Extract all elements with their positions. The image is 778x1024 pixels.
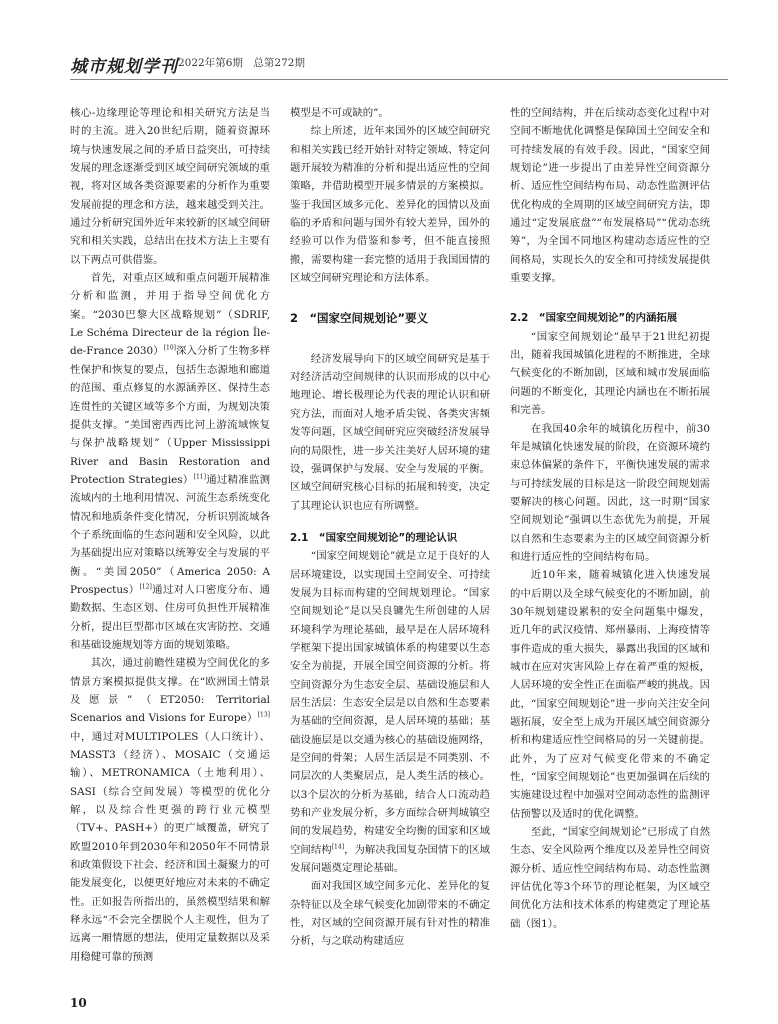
- page-header: [70, 52, 730, 76]
- section-heading: 2 “国家空间规划论”要义: [290, 311, 429, 326]
- column-left: [70, 104, 270, 966]
- paragraph: 近10年来，随着城镇化进入快速发展的中后期以及全球气候变化的不断加剧，前30年规划建设累积的安全问题集中爆发，近几年的武汉疫情、郑州暴雨、上海疫情等事件造成的重大损失，暴露出我国的区域和城市在应对灾害风险上存在着严重的短板，人居环境的安全性正在面临严峻的挑战。因此，“国家空间规划论”进一步向关注安全问题拓展，安全至上成为开展区域空间资源分析和构建适应性空间格局的另一关键前提。此外，为了应对气候变化带来的不确定性，“国家空间规划论”也更加强调在后续的实施建设过程中加强对空间动态性的监测评估预警以及适时的优化调整。: [510, 569, 710, 820]
- header-rule: [70, 79, 728, 80]
- citation: [10]: [163, 345, 176, 352]
- paragraph: 性的空间结构，并在后续动态变化过程中对空间不断地优化调整是保障国土空间安全和可持续发展的有效手段。因此，“国家空间规划论”进一步提出了由差异性空间资源分析、适应性空间结构布局、动态性监测评估优化构成的全周期的区域空间研究方法，即通过“定发展底盘”“布发展格局”“优动态统筹”，为全国不同地区构建动态适应性的空间格局，实现长久的安全和可持续发展提供重要支撑。: [510, 107, 710, 285]
- subsection-heading: 2.2 “国家空间规划论”的内涵拓展: [510, 312, 678, 325]
- citation: [12]: [139, 583, 152, 591]
- paragraph: 面对我国区域空间多元化、差异化的复杂特征以及全球气候变化加剧带来的不确定性，对区域的空间资源开展有针对性的精准分析，与之联动构建适应: [290, 880, 490, 948]
- citation: [14]: [331, 843, 345, 851]
- issue-info: 2022年第6期 总第272期: [178, 57, 305, 69]
- paragraph: 核心-边缘理论等理论和相关研究方法是当时的主流。进入20世纪后期，随着资源环境与快速发展之间的矛盾日益突出，可持续发展的理念逐渐受到区域空间研究领域的重视，将对区域各类资源要素的分析作为重要发展前提的理念和方法，越来越受到关注。通过分析研究国外近年来较新的区域空间研究和相关实践，总结出在技术方法上主要有以下两点可供借鉴。: [70, 107, 270, 266]
- page-number: 10: [70, 996, 87, 1010]
- paragraph: 综上所述，近年来国外的区域空间研究和相关实践已经开始针对特定领域、特定问题开展较为精准的分析和提出适应性的空间策略，并借助模型开展多情景的方案模拟。鉴于我国区域多元化、差异化的国情以及面临的矛盾和问题与国外有较大差异，国外的经验可以作为借鉴和参考，但不能直接照搬，需要构建一套完整的适用于我国国情的区域空间研究理论和方法体系。: [290, 125, 490, 285]
- paragraph: “国家空间规划论”最早于21世纪初提出，随着我国城镇化进程的不断推进，全球气候变化的不断加剧，区域和城市发展面临问题的不断变化，其理论内涵也在不断拓展和完善。: [510, 330, 710, 417]
- journal-title: 城市规划学刊: [70, 57, 178, 77]
- paragraph: 至此，“国家空间规划论”已形成了自然生态、安全风险两个维度以及差异性空间资源分析、适应性空间结构布局、动态性监测评估优化等3个环节的理论框架，为区域空间优化方法和技术体系的构建奠定了理论基础（图1）。: [510, 826, 710, 930]
- paragraph: 首先，对重点区域和重点问题开展精准分析和监测，并用于指导空间优化方案。“2030巴黎大区战略规划”（SDRIF, Le Schéma Directeur de la région Île-de-France 2030）[10]深入分析了生物多样性保护和恢复的要点，包括生态源地和廊道的范围、重点修复的水源涵养区、保持生态连贯性的关键区域等多个方面，为规划决策提供支撑。“美国密西西比河上游流域恢复与保护战略规划”（Upper Mississippi River and Basin Restoration and Protection Strategies）[11]通过精准监测流域内的土地利用情况、河流生态系统变化情况和地质条件变化情况，分析识别流域各个子系统面临的生态问题和安全风险，以此为基础提出应对策略以统筹安全与发展的平衡。“美国2050”（America 2050: A Prospectus）[12]通过对人口密度分布、通勤数据、生态区划、住房可负担性开展精准分析，提出巨型都市区域在灾害防控、交通和基础设施规划等方面的规划策略。: [70, 272, 271, 651]
- paragraph: “国家空间规划论”就是立足于良好的人居环境建设，以实现国土空间安全、可持续发展为目标而构建的空间规划理论。“国家空间规划论”是以吴良镛先生所创建的人居环境科学为理论基础，最早是在人居环境科学框架下提出国家城镇体系的构建要以生态安全为前提，开展全国空间资源的分析。将空间资源分为生态安全层、基础设施层和人居生活层：生态安全层是以自然和生态要素为基础的空间资源，是人居环境的基础；基础设施层是以交通为核心的基础设施网络，是空间的骨架；人居生活层是不同类别、不同层次的人类聚居点，是人类生活的核心。以3个层次的分析为基础，结合人口流动趋势和产业发展分析，多方面综合研判城镇空间的发展趋势，构建安全均衡的国家和区域空间结构[14]，为解决我国复杂国情下的区域发展问题奠定理论基础。: [290, 550, 491, 875]
- column-middle: [290, 104, 490, 951]
- subsection-heading: 2.1 “国家空间规划论”的理论认识: [290, 531, 458, 544]
- paragraph: 经济发展导向下的区域空间研究是基于对经济活动空间规律的认识而形成的以中心地理论、增长极理论为代表的理论认识和研究方法，而面对人地矛盾尖锐、各类灾害频发等问题，区域空间研究应突破经济发展导向的局限性，进一步关注美好人居环境的建设，强调保护与发展、安全与发展的平衡。区域空间研究核心目标的拓展和转变，决定了其理论认识也应有所调整。: [290, 352, 490, 512]
- citation: [11]: [193, 473, 206, 481]
- citation: [13]: [257, 711, 270, 719]
- paragraph: 模型是不可或缺的”。: [290, 107, 389, 119]
- paragraph: 其次，通过前瞻性建模为空间优化的多情景方案模拟提供支撑。在“欧洲国土情景及愿景”（ET2050: Territorial Scenarios and Visions for Europe）[13]中，通过对MULTIPOLES（人口统计）、MASST3（经济）、MOSAIC（交通运输）、METRONAMICA（土地利用）、SASI（综合空间发展）等模型的优化分解，以及综合性更强的跨行业元模型（TV+、PASH+）的更广域覆盖，研究了欧盟2010年到2030年和2050年不同情景和政策假设下社会、经济和国土凝聚力的可能发展变化，以便更好地应对未来的不确定性。正如报告所指出的，虽然模型结果和解释永远“不会完全摆脱个人主观性，但为了远离一厢情愿的想法，使用定量数据以及采用稳健可靠的预测: [70, 657, 270, 963]
- paragraph: 在我国40余年的城镇化历程中，前30年是城镇化快速发展的阶段，在资源环境约束总体偏紧的条件下，平衡快速发展的需求与可持续发展的目标是这一阶段空间规划需要解决的核心问题。因此，这一时期“国家空间规划论”强调以生态优先为前提，开展以自然和生态要素为主的区域空间资源分析和进行适应性的空间结构布局。: [510, 422, 710, 563]
- column-right: [510, 104, 710, 933]
